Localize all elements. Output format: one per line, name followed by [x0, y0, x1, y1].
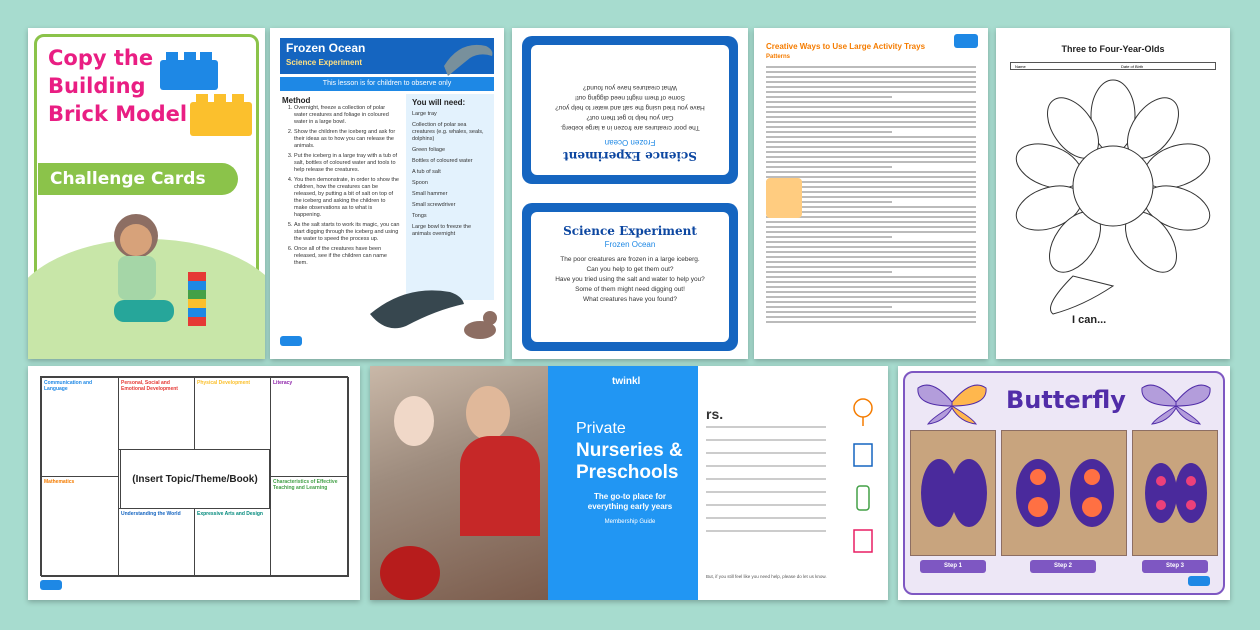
step-1-photo: [910, 430, 996, 556]
you-will-need-box: [406, 94, 494, 300]
method-step: 3. Put the iceberg in a large tray with a tub of salt, bottles of coloured water and tools to help release the creatures.: [294, 153, 400, 174]
page-footer: But, if you still feel like you need help, please do let us know.: [706, 574, 827, 579]
butterfly-icon: [1136, 378, 1216, 426]
method-label: Method: [282, 96, 311, 105]
frozen-ocean-sheet[interactable]: [270, 28, 504, 359]
need-item: Tongs: [412, 213, 427, 219]
patterns-heading: Patterns: [766, 54, 791, 60]
flipped-line: The poor creatures are frozen in a large iceberg.: [560, 124, 700, 131]
area-cell: Expressive Arts and Design: [194, 508, 271, 577]
need-item: Green foliage: [412, 147, 446, 153]
area-cell: Characteristics of Effective Teaching and Learning: [270, 476, 349, 577]
card-subtitle: Frozen Ocean: [604, 240, 656, 249]
sheet-subtitle: Science Experiment: [286, 58, 363, 67]
guide-tagline: The go-to place for everything early years: [587, 492, 673, 511]
need-item: Large tray: [412, 111, 437, 117]
area-cell: Physical Development: [194, 377, 271, 450]
step-2-photo: [1001, 430, 1127, 556]
flipped-card-subtitle: Frozen Ocean: [604, 138, 656, 147]
area-cell: Understanding the World: [118, 508, 195, 577]
butterfly-title: Butterfly: [1006, 386, 1126, 414]
twinkl-logo: [1188, 576, 1210, 586]
guide-line2: Nurseries & Preschools: [576, 440, 683, 483]
topic-placeholder: (Insert Topic/Theme/Book): [120, 449, 270, 509]
three-to-four-flower-sheet[interactable]: [996, 28, 1230, 359]
child-with-bricks-illustration: [88, 208, 218, 338]
need-item: Spoon: [412, 180, 428, 186]
need-item: Collection of polar sea creatures (e.g. whales, seals, dolphins): [412, 122, 484, 142]
i-can-prompt: I can...: [1072, 314, 1107, 326]
topic-planning-grid[interactable]: [28, 366, 360, 600]
guide-kind: Membership Guide: [604, 519, 656, 525]
flipped-line: Some of them might need digging out!: [575, 94, 685, 101]
name-dob-row: [1010, 62, 1216, 70]
sheet-title: Frozen Ocean: [286, 41, 366, 55]
area-cell: Literacy: [270, 377, 349, 477]
name-label: Name: [1015, 64, 1026, 69]
brick-title: Copy the Building Brick Model: [48, 46, 188, 126]
area-cell: Communication and Language: [41, 377, 119, 477]
twinkl-logo: [40, 580, 62, 590]
twinkl-logo: [280, 336, 302, 346]
building-bricks-illustration: [160, 52, 256, 142]
flower-petals-diagram: [1013, 76, 1213, 316]
dob-label: Date of Birth: [1121, 64, 1144, 69]
twinkl-brand: twinkl: [612, 376, 641, 387]
brick-challenge-cover[interactable]: [28, 28, 265, 359]
age-badge: [954, 34, 978, 48]
membership-guide[interactable]: [370, 366, 888, 600]
guide-cover-panel: [548, 366, 698, 600]
need-item: A tub of salt: [412, 169, 441, 175]
method-steps: [294, 105, 400, 267]
guide-line1: Private: [576, 420, 626, 437]
method-step: 2. Show the children the iceberg and ask for their ideas as to how you can release the animals.: [294, 129, 400, 150]
flipped-line: Can you help to get them out?: [586, 114, 674, 121]
card-line: Can you help to get them out?: [586, 266, 674, 273]
flipped-line: What creatures have you found?: [583, 84, 677, 91]
doodle-icons: [848, 396, 878, 566]
tray-photo: [766, 178, 802, 218]
need-items: [412, 111, 488, 238]
science-experiment-cards[interactable]: [512, 28, 748, 359]
challenge-cards-banner: Challenge Cards: [38, 163, 238, 195]
card-line: Some of them might need digging out!: [575, 286, 685, 293]
card-line: What creatures have you found?: [583, 296, 677, 303]
method-step: 5. As the salt starts to work its magic, you can start digging through the iceberg and using the water to speed the process up.: [294, 222, 400, 243]
need-item: Large bowl to freeze the animals overnight: [412, 224, 472, 237]
method-step: 1. Overnight, freeze a collection of polar water creatures and foliage in coloured water in a large bowl.: [294, 105, 400, 126]
activity-trays-sheet[interactable]: [754, 28, 988, 359]
card-line: The poor creatures are frozen in a large iceberg.: [560, 256, 700, 263]
page-heading: rs.: [706, 406, 724, 422]
prompt-card-flipped: [522, 36, 738, 184]
need-item: Small screwdriver: [412, 202, 456, 208]
card-line: Have you tried using the salt and water to help you?: [555, 276, 705, 283]
card-title: Science Experiment: [563, 224, 697, 238]
flipped-line: Have you tried using the salt and water to help you?: [555, 104, 705, 111]
trays-title: Creative Ways to Use Large Activity Trays: [766, 42, 926, 51]
need-item: Small hammer: [412, 191, 448, 197]
whale-and-seal-illustration: [366, 274, 500, 344]
step-3-label: Step 3: [1142, 560, 1208, 573]
need-item: Bottles of coloured water: [412, 158, 473, 164]
method-section: [282, 96, 400, 270]
butterfly-playdough-mat[interactable]: [898, 366, 1230, 600]
mother-and-baby-photo: [370, 366, 560, 600]
flower-title: Three to Four-Year-Olds: [1061, 44, 1165, 54]
method-step: 4. You then demonstrate, in order to show the children, how the creatures can be released, by putting a bit of salt on top of the iceberg and asking the children to make observations as to what is happening.: [294, 177, 400, 219]
butterfly-icon: [912, 378, 992, 426]
need-label: You will need:: [412, 98, 466, 107]
area-cell: Personal, Social and Emotional Development: [118, 377, 195, 450]
step-2-label: Step 2: [1030, 560, 1096, 573]
area-cell: Mathematics: [41, 476, 119, 577]
observe-only-note: This lesson is for children to observe only: [280, 77, 494, 91]
planning-grid: [40, 376, 348, 576]
step-1-label: Step 1: [920, 560, 986, 573]
method-step: 6. Once all of the creatures have been released, see if the children can name them.: [294, 246, 400, 267]
flipped-card-title: Science Experiment: [563, 149, 697, 163]
prompt-card: [522, 203, 738, 351]
dolphin-illustration: [440, 36, 496, 82]
step-3-photo: [1132, 430, 1218, 556]
